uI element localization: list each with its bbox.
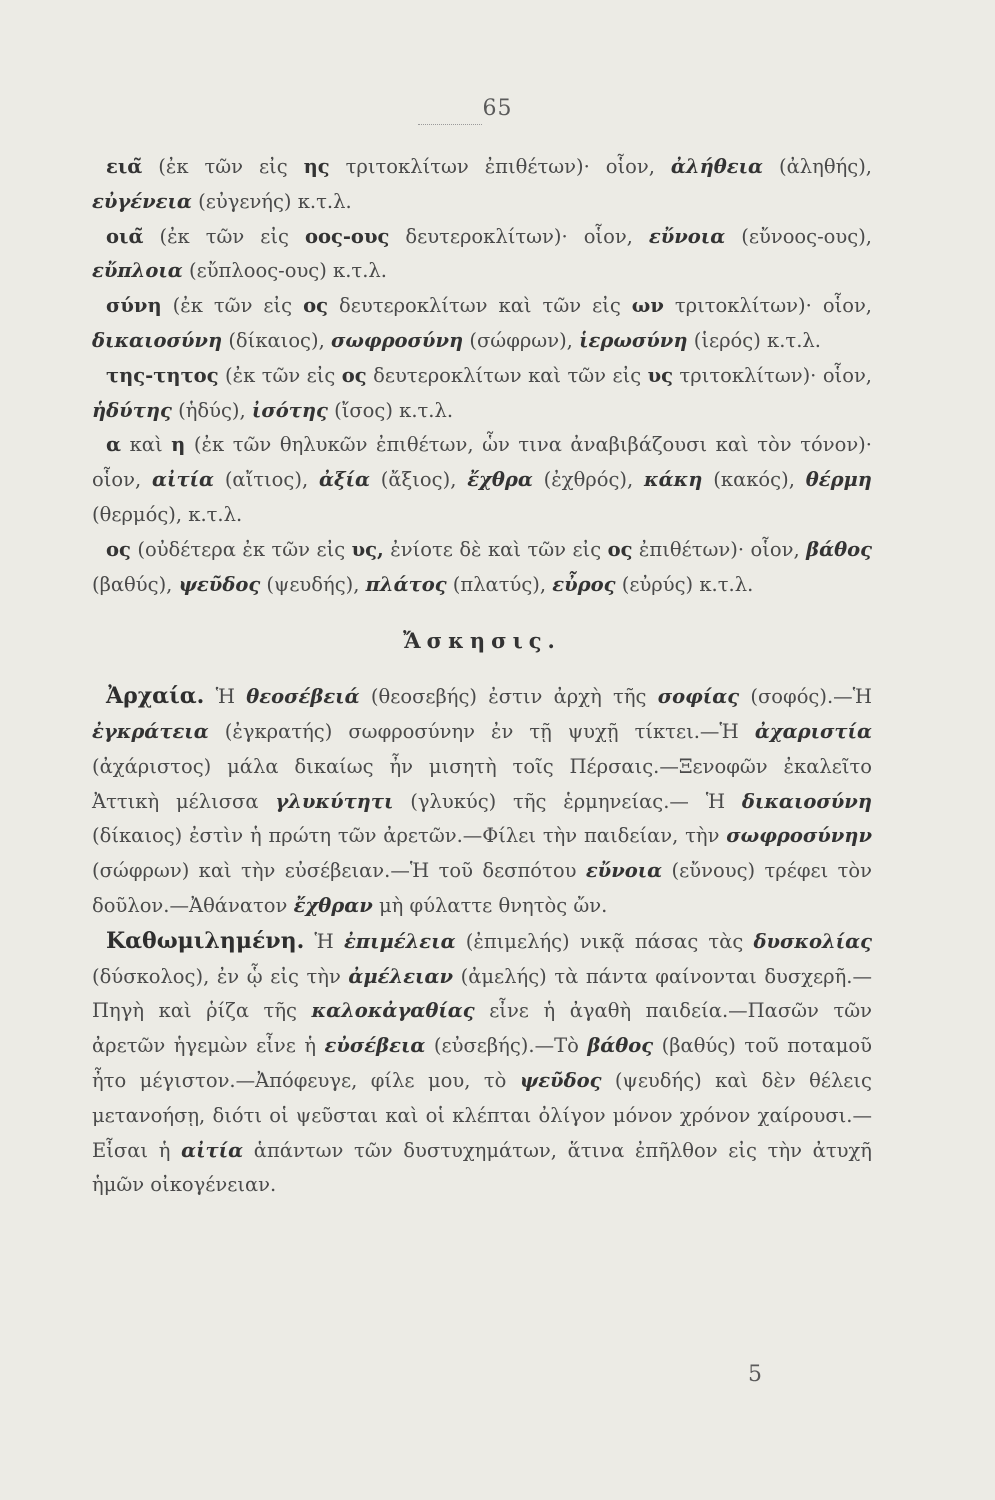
text-run: Ἡ [304,929,344,953]
emphasized-term: ος [607,537,633,561]
text-run: δευτεροκλίτων)· οἷον, [389,224,649,248]
emphasized-term: σοφίας [657,685,740,709]
emphasized-term: ος [106,537,131,561]
emphasized-term: γλυκύτητι [275,789,394,813]
text-run: (εὐρύς) κ.τ.λ. [615,572,754,596]
emphasized-term: ἱερωσύνη [579,328,688,352]
text-run: (εὔνους) τρέφει τὸν δοῦλον.—Ἀθάνατον [92,859,872,917]
text-run: (ἀμελής) τὰ πάντα φαίνονται δυσχερῆ.—Πηγὴ καὶ ῥίζα τῆς [92,964,872,1023]
text-run: ἐνίοτε δὲ καὶ τῶν εἰς [383,537,608,561]
text-run: (ἐκ τῶν εἰς [142,155,304,178]
text-run: (οὐδέτερα ἐκ τῶν εἰς [130,537,352,561]
text-run: (εὐγενής) κ.τ.λ. [191,189,352,213]
emphasized-term: δικαιοσύνη [741,789,872,813]
text-run: εἶνε ἡ ἀγαθὴ παιδεία.—Πασῶν τῶν ἀρετῶν ἡγεμὼν εἶνε ἡ [92,999,873,1058]
text-run: (σώφρων), [463,328,580,352]
text-run: (δίκαιος), [222,328,331,352]
text-run: (ψευδής), [260,572,366,596]
text-run: (ἐκ τῶν εἰς [161,294,304,318]
text-run: (ἀχάριστος) μάλα δικαίως ἦν μισητὴ τοῖς Πέρσαις.—Ξενοφῶν ἐκαλεῖτο Ἀττικὴ μέλισσα [92,754,872,813]
emphasized-term: εια̃ [106,155,143,178]
emphasized-term: ος [341,363,367,387]
suffix-entry [92,289,872,359]
text-run: (σοφός).—Ἡ [739,685,873,709]
emphasized-term: ψεῦδος [178,572,261,596]
page-number-rule [418,124,482,125]
text-run: (εὔνοος-ους), [725,224,873,248]
text-run: (εὔπλοος-ους) κ.τ.λ. [182,259,387,283]
emphasized-term: ἀξία [318,468,370,492]
emphasized-term: αἰτία [152,468,215,492]
suffix-entry [92,428,872,532]
emphasized-term: θεοσέβειά [246,685,360,709]
text-run: (ἐκ τῶν εἰς [143,224,305,248]
text-run: (θερμός), κ.τ.λ. [92,502,243,526]
emphasized-term: ἔχθραν [293,893,373,917]
text-run: (ἱερός) κ.τ.λ. [687,328,821,352]
emphasized-term: α [106,433,122,457]
exercise-paragraph [92,924,872,1203]
text-run: τριτοκλίτων)· οἷον, [672,363,872,387]
emphasized-term: εὐσέβεια [324,1034,426,1058]
section-title: Ἀρχαία. [106,683,205,710]
emphasized-term: οια̃ [106,224,144,248]
emphasized-term: ἐγκράτεια [92,719,209,743]
emphasized-term: ἀλήθεια [670,155,764,178]
emphasized-term: σύνη [106,294,162,318]
emphasized-term: υς [647,363,673,387]
text-run: δευτεροκλίτων καὶ τῶν εἰς [328,294,632,318]
section-title: Καθωμιλημένη. [106,927,305,954]
emphasized-term: σωφροσύνη [330,328,464,352]
text-run: (βαθύς), [92,572,179,596]
emphasized-term: εὖρος [552,572,616,596]
emphasized-term: σωφροσύνην [726,824,872,848]
text-run: ἁπάντων τῶν δυστυχημάτων, ἅτινα ἐπῆλθον εἰς τὴν ἀτυχῆ ἡμῶν οἰκογένειαν. [92,1138,872,1197]
text-run: (δύσκολος), ἐν ᾧ εἰς τὴν [92,964,349,988]
suffix-entry [92,150,872,220]
emphasized-term: υς, [351,537,384,561]
emphasized-term: της-τητος [106,363,219,387]
text-run: (πλατύς), [446,572,553,596]
text-run: ἐπιθέτων)· οἷον, [632,537,807,561]
emphasized-term: εὔπλοια [92,259,183,283]
text-run: (βαθύς) τοῦ ποταμοῦ ἦτο μέγιστον.—Ἀπόφευγε, φίλε μου, τὸ [92,1034,872,1092]
text-run: (δίκαιος) ἐστὶν ἡ πρώτη τῶν ἀρετῶν.—Φίλει τὴν παιδείαν, τὴν [92,824,727,848]
emphasized-term: βάθος [587,1034,654,1058]
emphasized-term: βάθος [806,537,872,561]
text-run: (γλυκύς) τῆς ἑρμηνείας.— Ἡ [393,789,742,813]
text-run: (ἐπιμελής) νικᾷ πάσας τὰς [455,929,754,953]
emphasized-term: ἔχθρα [467,468,533,492]
text-run: (σώφρων) καὶ τὴν εὐσέβειαν.—Ἡ τοῦ δεσπότου [92,859,586,883]
text-run: (ἐχθρός), [532,468,645,492]
page-number: 65 [482,96,513,121]
emphasized-term: ἐπιμέλεια [343,929,456,953]
emphasized-term: εὔνοια [648,224,726,248]
emphasized-term: ψεῦδος [519,1068,602,1092]
emphasized-term: η [171,433,186,457]
signature-mark: 5 [748,1362,762,1387]
text-run: Ἡ [204,685,247,709]
text-run: καὶ [121,433,172,457]
exercise-heading: Ἄσκησις. [403,628,561,654]
emphasized-term: θέρμη [805,468,872,492]
emphasized-term: καλοκἀγαθίας [311,999,475,1023]
emphasized-term: ἡδύτης [92,398,172,422]
text-run: τριτοκλίτων)· οἷον, [663,294,873,318]
text-run: τριτοκλίτων ἐπιθέτων)· οἷον, [329,155,671,178]
text-run: (θεοσεβής) ἐστιν ἀρχὴ τῆς [359,685,658,709]
emphasized-term: πλάτος [365,572,447,596]
suffix-entry [92,220,872,290]
text-run: (ἐκ τῶν εἰς [218,363,342,387]
suffix-entries [92,150,872,602]
suffix-entry [92,533,872,603]
page-body [92,150,872,1203]
text-run: (ἄξιος), [369,468,468,492]
text-run: (εὐσεβής).—Τὸ [425,1034,588,1058]
emphasized-term: ος [303,294,328,318]
emphasized-term: εὔνοια [585,859,663,883]
emphasized-term: δικαιοσύνη [92,328,223,352]
emphasized-term: αἰτία [181,1138,244,1162]
text-run: (ἐγκρατής) σωφροσύνην ἐν τῇ ψυχῇ τίκτει.—Ἡ [208,719,755,743]
text-run: (ἴσος) κ.τ.λ. [327,398,454,422]
text-run: (αἴτιος), [214,468,319,492]
emphasized-term: ης [303,155,330,178]
emphasized-term: εὐγένεια [92,189,192,213]
text-run: (ἀληθής), [763,155,872,178]
suffix-entry [92,359,872,429]
emphasized-term: δυσκολίας [753,929,872,953]
emphasized-term: ἀμέλειαν [348,964,454,988]
text-run: (ψευδής) καὶ δὲν θέλεις μετανοήσῃ, διότι οἱ ψεῦσται καὶ οἱ κλέπται ὀλίγον μόνον χρόνον χαίρουσι.—Εἶσαι ἡ [92,1068,872,1162]
emphasized-term: ων [631,294,664,318]
emphasized-term: ἀχαριστία [754,719,872,743]
emphasized-term: ἰσότης [251,398,328,422]
text-run: (ἐκ τῶν θηλυκῶν ἐπιθέτων, ὧν τινα ἀναβιβάζουσι καὶ τὸν τόνον)· οἷον, [92,433,872,492]
emphasized-term: οος-ους [304,224,390,248]
text-run: (ἡδύς), [171,398,252,422]
text-run: δευτεροκλίτων καὶ τῶν εἰς [366,363,648,387]
text-run: (κακός), [702,468,806,492]
exercise-paragraph [92,679,872,924]
text-run: μὴ φύλαττε θνητὸς ὤν. [372,893,608,917]
exercise-paragraphs [92,679,872,1203]
emphasized-term: κάκη [644,468,703,492]
